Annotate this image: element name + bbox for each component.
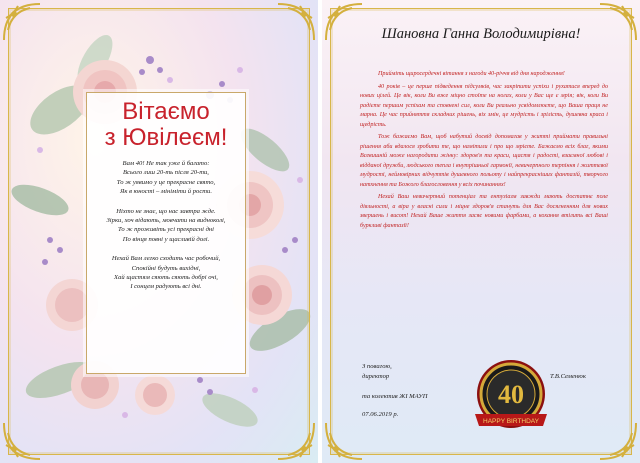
ornament-corner-icon bbox=[322, 419, 366, 463]
ornament-corner-icon bbox=[322, 0, 366, 44]
badge-number: 40 bbox=[498, 380, 524, 409]
verse-line: Зірки, хоч відають, мовчати на видноколі, bbox=[106, 217, 226, 225]
position: директор bbox=[362, 372, 390, 380]
letter-paragraph: 40 років – це перше підведення підсумків, час закріпити успіхи і рухатися вперед до нових цілей. Це вік, коли Ви вже міцно стоїте на ногах, коли у Вас ще є мрія; вік, коли Ви радієте першим успіхам та сповнені сил, коли Ви реально усвідомлюєте, що Ваша праця не марна. Це час прийняття складних рішень, віх змін, це мудрість і зрілість, душевна краса і щедрість. bbox=[360, 83, 608, 128]
title-line-1: Вітаємо bbox=[122, 98, 210, 125]
right-page bbox=[322, 0, 640, 463]
verse-line: Вам 40! Не так уже й багато: bbox=[122, 160, 210, 167]
ornament-corner-icon bbox=[0, 0, 44, 44]
ornament-corner-icon bbox=[0, 419, 44, 463]
verse-line: Хай щастям сяють сяють добрі очі, bbox=[114, 274, 218, 282]
team: та колектив ЖІ МАУП bbox=[362, 393, 428, 400]
verse-line: Нехай Вам легко сходить час робочий, bbox=[111, 255, 221, 263]
gold-frame bbox=[330, 8, 632, 455]
verse-line: По вінця повні у щасливій долі. bbox=[122, 235, 210, 243]
verse-line: І сонцем радують всі дні. bbox=[130, 283, 202, 291]
verse-line: Спокійні будуть вихідні, bbox=[131, 264, 201, 272]
ornament-corner-icon bbox=[596, 0, 640, 44]
date: 07.06.2019 р. bbox=[362, 411, 399, 418]
letter-paragraph: Тож бажаємо Вам, щоб набутий досвід допомагав у житті приймати правильні рішення аби вдалося зробити те, що намітили і про що мрієте. Бажаємо всіх благ, якими Всевишній може нагородити жінку: здоров'я та краси, щастя і радості, взаємної любові і відданої дружби, людського тепла і внутрішньої гармонії, невичерпного терпіння і життєвої мудрості, неймовірних відчуттів душевного польоту і найпрекрасніших фантазій, творчого натхнення та Божого благословення у всіх починаннях! bbox=[360, 134, 608, 188]
signer-name: Т.В.Семенюк bbox=[550, 373, 586, 380]
closing: З повагою, bbox=[362, 363, 392, 370]
verse-line: То ж проживіть усі прекрасні дні bbox=[117, 226, 215, 234]
verse-line: Всього лиш 20-ть після 20-ти, bbox=[123, 169, 209, 177]
verse-line: Як в юності – мініміти й рости. bbox=[120, 188, 212, 196]
left-page bbox=[0, 0, 318, 463]
ornament-corner-icon bbox=[596, 419, 640, 463]
ornament-corner-icon bbox=[274, 0, 318, 44]
gold-frame bbox=[8, 8, 310, 455]
ornament-corner-icon bbox=[274, 419, 318, 463]
letter-paragraph: Прийміть щиросердечні вітання з нагоди 40-річчя від дня народження! bbox=[378, 71, 565, 77]
verse-line: То ж уявимо у це прекрасне свято, bbox=[116, 178, 216, 186]
badge-text: HAPPY BIRTHDAY bbox=[483, 418, 539, 425]
greeting-title: Шановна Ганна Володимирівна! bbox=[381, 26, 581, 42]
verse-line: Ніхто не знає, що нас завтра жде. bbox=[116, 207, 216, 215]
letter-paragraph: Нехай Ваш невичерпний потенціал та ентузіазм завжди мають достатнє поле діяльності, а віра у власні сили і міцне здоров'я стануть для Вас досягненням для нових звершень і висот! Нехай Ваше життя засяє новими фарбами, а кохання втілить всі Ваші буркливі фантазії! bbox=[360, 194, 608, 229]
title-line-2: з Ювілеєм! bbox=[104, 124, 228, 151]
